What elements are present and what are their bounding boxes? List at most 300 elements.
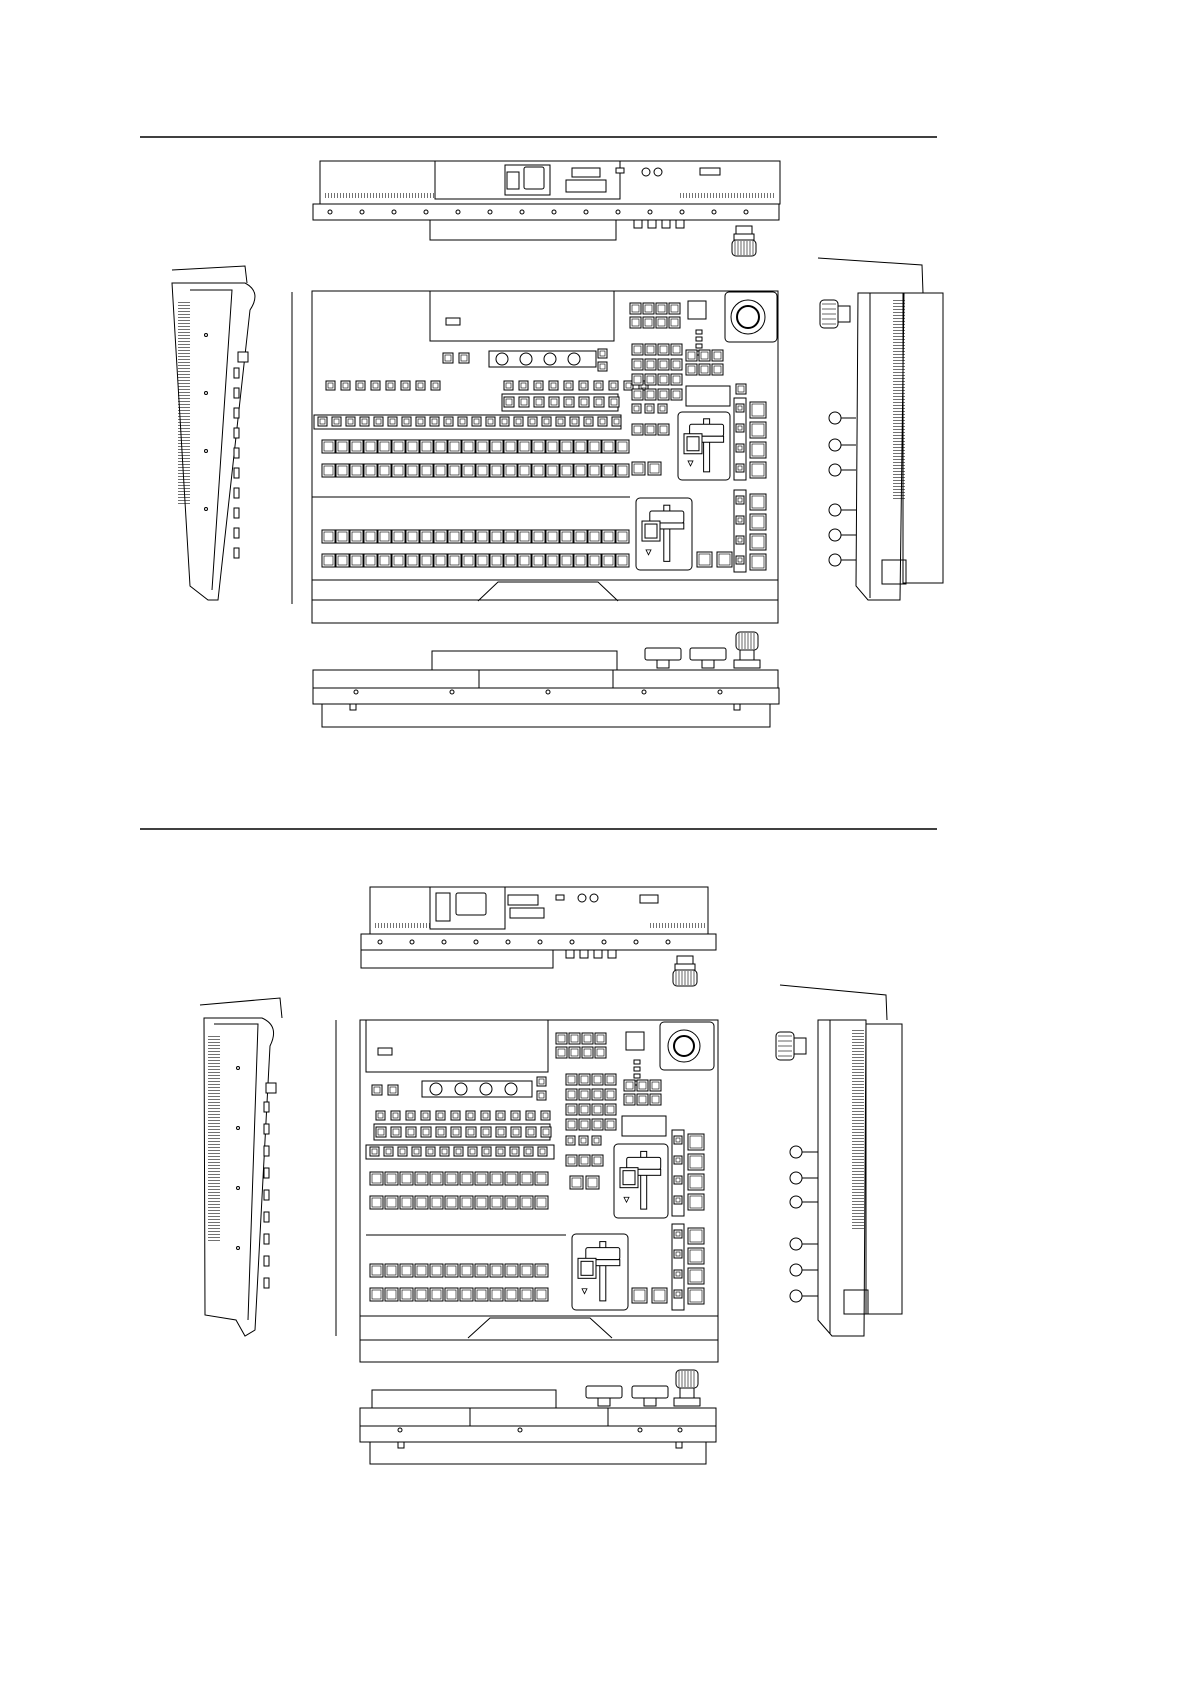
aux-button-cap xyxy=(400,1149,405,1154)
crosspoint-button-cap xyxy=(506,442,515,451)
crosspoint-button-cap xyxy=(394,442,403,451)
aux-button-cap xyxy=(348,419,353,424)
front-top-plate xyxy=(360,1408,716,1426)
front-upper-block xyxy=(432,651,617,671)
crosspoint-button-cap xyxy=(462,1290,471,1299)
base-screw xyxy=(538,940,542,944)
crosspoint-button-cap xyxy=(408,442,417,451)
keyer-button-cap xyxy=(498,1113,503,1118)
crosspoint-button-cap xyxy=(477,1198,486,1207)
cut-auto-button-cap xyxy=(588,1178,597,1187)
left-side-button-edge xyxy=(264,1146,269,1156)
base-screw xyxy=(378,940,382,944)
aux-button-cap xyxy=(474,419,479,424)
power-switch xyxy=(436,893,450,921)
crosspoint-button-cap xyxy=(534,532,543,541)
left-side-button-edge xyxy=(234,388,239,398)
crosspoint-button-cap xyxy=(548,532,557,541)
base-screw xyxy=(616,210,620,214)
pattern-button-cap xyxy=(506,399,512,405)
keyer-select-button-cap xyxy=(676,1178,680,1182)
crosspoint-button-cap xyxy=(507,1174,516,1183)
crosspoint-button-cap xyxy=(432,1174,441,1183)
front-lever-handle xyxy=(690,648,726,660)
upper-transition-lever xyxy=(678,412,730,480)
right-side-view xyxy=(818,258,943,600)
effect-button-cap xyxy=(594,1091,601,1098)
front-lever-stem xyxy=(702,660,714,668)
base-screw xyxy=(474,940,478,944)
crosspoint-button-cap xyxy=(372,1266,381,1275)
crosspoint-button-cap xyxy=(590,556,599,565)
base-screw xyxy=(360,210,364,214)
effect-button-cap xyxy=(673,361,680,368)
aux-button-cap xyxy=(502,419,507,424)
left-side-button-edge xyxy=(264,1234,269,1244)
effect-button-cap xyxy=(581,1091,588,1098)
keyer-select-button-cap xyxy=(676,1198,680,1202)
front-bottom-housing xyxy=(322,704,770,727)
dve-button-cap xyxy=(639,1082,646,1089)
memory-button-cap xyxy=(658,319,665,326)
front-lever-handle xyxy=(645,648,681,660)
keyer-take-button-cap xyxy=(690,1250,702,1262)
keyer-select-button-cap xyxy=(676,1272,680,1276)
crosspoint-button-cap xyxy=(464,442,473,451)
left-side-screw xyxy=(205,392,208,395)
crosspoint-button-cap xyxy=(522,1198,531,1207)
crosspoint-button-cap xyxy=(366,466,375,475)
crosspoint-button-cap xyxy=(422,466,431,475)
bnc-connector xyxy=(578,894,586,902)
aux-button-cap xyxy=(512,1149,517,1154)
indicator-led xyxy=(696,330,702,334)
crosspoint-button-cap xyxy=(537,1174,546,1183)
crosspoint-button-cap xyxy=(604,466,613,475)
left-side-button-edge xyxy=(264,1256,269,1266)
keyer-button-cap xyxy=(423,1113,428,1118)
crosspoint-button-cap xyxy=(477,1266,486,1275)
pattern-button-cap xyxy=(611,399,617,405)
ftb-button-cap xyxy=(654,1290,665,1301)
wipe-button-cap xyxy=(521,383,526,388)
keyer-select-button-cap xyxy=(738,538,742,542)
crosspoint-button-cap xyxy=(562,532,571,541)
serial-connector xyxy=(700,168,720,175)
crosspoint-button-cap xyxy=(324,442,333,451)
crosspoint-button-cap xyxy=(507,1290,516,1299)
mode-button-cap xyxy=(461,355,467,361)
keyer-button-cap xyxy=(403,383,408,388)
effect-button-cap xyxy=(607,1106,614,1113)
aux-button-cap xyxy=(572,419,577,424)
crosspoint-button-cap xyxy=(478,556,487,565)
crosspoint-button-cap xyxy=(447,1198,456,1207)
effect-button-cap xyxy=(647,346,654,353)
menu-button-cap xyxy=(539,1079,544,1084)
keyer-button-cap xyxy=(543,1113,548,1118)
left-side-button-edge xyxy=(264,1124,269,1134)
keyer-take-button-cap xyxy=(752,516,764,528)
aux-button-cap xyxy=(488,419,493,424)
rotary-knob xyxy=(430,1083,442,1095)
crosspoint-button-cap xyxy=(520,442,529,451)
aux-button-cap xyxy=(390,419,395,424)
aux-button-cap xyxy=(558,419,563,424)
front-screw xyxy=(678,1428,682,1432)
display-bezel xyxy=(366,1020,548,1072)
crosspoint-button-cap xyxy=(520,532,529,541)
right-side-rear-profile xyxy=(866,1024,902,1314)
function-button xyxy=(688,301,706,319)
keyer-button-cap xyxy=(513,1113,518,1118)
crosspoint-button-cap xyxy=(492,466,501,475)
keyer-take-button-cap xyxy=(690,1196,702,1208)
front-screw xyxy=(450,690,454,694)
pattern-button-cap xyxy=(551,399,557,405)
effect-button-cap xyxy=(660,391,667,398)
left-side-button-edge xyxy=(234,468,239,478)
display-bezel xyxy=(430,291,614,341)
crosspoint-button-cap xyxy=(492,1266,501,1275)
palm-rest xyxy=(360,1316,718,1340)
pattern-button-cap xyxy=(438,1129,444,1135)
keyer-button-cap xyxy=(438,1113,443,1118)
crosspoint-button-cap xyxy=(372,1290,381,1299)
indicator-led xyxy=(696,337,702,341)
right-side-lever-cap xyxy=(829,529,841,541)
rear-lever-stub xyxy=(594,950,602,958)
keyer-take-button-cap xyxy=(752,424,764,436)
rear-joystick-knob-neck xyxy=(734,234,754,240)
lower-transition-lever xyxy=(636,498,692,570)
front-foot xyxy=(676,1442,682,1448)
left-side-button-edge xyxy=(234,488,239,498)
memory-button-cap xyxy=(671,305,678,312)
right-side-lever-cap xyxy=(790,1264,802,1276)
crosspoint-button-cap xyxy=(324,532,333,541)
aux-button-cap xyxy=(516,419,521,424)
left-side-connector xyxy=(238,352,248,362)
base-screw xyxy=(488,210,492,214)
effect-button-cap xyxy=(594,1106,601,1113)
aux-button-cap xyxy=(498,1149,503,1154)
left-side-outline xyxy=(172,283,255,600)
left-side-button-edge xyxy=(234,548,239,558)
keyer-button-cap xyxy=(358,383,363,388)
front-screw xyxy=(354,690,358,694)
front-joystick-knob xyxy=(734,632,760,668)
next-button-cap xyxy=(594,1138,599,1143)
right-side-lever-cap xyxy=(829,412,841,424)
keyer-take-button-cap xyxy=(752,404,764,416)
aux-button-cap xyxy=(442,1149,447,1154)
keyer-select-button-cap xyxy=(738,446,742,450)
label-plate xyxy=(566,180,606,192)
crosspoint-button-cap xyxy=(366,442,375,451)
keyer-select-button-cap xyxy=(738,406,742,410)
memory-button-cap xyxy=(632,305,639,312)
dve-button-cap xyxy=(639,1096,646,1103)
bkgd-button-cap xyxy=(568,1157,575,1164)
crosspoint-button-cap xyxy=(387,1290,396,1299)
indicator-led xyxy=(634,1067,640,1071)
front-lever-stem xyxy=(598,1398,610,1406)
crosspoint-button-cap xyxy=(447,1290,456,1299)
dve-button-cap xyxy=(652,1096,659,1103)
indicator-led xyxy=(634,1074,640,1078)
rotary-knob xyxy=(520,353,532,365)
dve-button-cap xyxy=(626,1082,633,1089)
left-side-button-edge xyxy=(234,508,239,518)
crosspoint-button-cap xyxy=(548,556,557,565)
effect-button-cap xyxy=(634,376,641,383)
crosspoint-button-cap xyxy=(576,442,585,451)
crosspoint-button-cap xyxy=(604,556,613,565)
crosspoint-button-cap xyxy=(352,532,361,541)
bnc-connector xyxy=(642,168,650,176)
crosspoint-button-cap xyxy=(492,556,501,565)
crosspoint-button-cap xyxy=(436,442,445,451)
pattern-button-cap xyxy=(566,399,572,405)
crosspoint-button-cap xyxy=(324,466,333,475)
base-screw xyxy=(552,210,556,214)
crosspoint-button-cap xyxy=(462,1266,471,1275)
power-switch xyxy=(507,172,519,189)
effect-button-cap xyxy=(568,1106,575,1113)
base-screw xyxy=(712,210,716,214)
bkgd-button-cap xyxy=(594,1157,601,1164)
crosspoint-button-cap xyxy=(464,466,473,475)
left-side-screw xyxy=(237,1187,240,1190)
right-side-lever-cap xyxy=(790,1290,802,1302)
crosspoint-button-cap xyxy=(417,1266,426,1275)
keyer-select-button-cap xyxy=(676,1138,680,1142)
crosspoint-button-cap xyxy=(618,442,627,451)
effect-button-cap xyxy=(568,1091,575,1098)
crosspoint-button-cap xyxy=(380,442,389,451)
lower-transition-lever-dial xyxy=(581,1261,593,1275)
crosspoint-button-cap xyxy=(436,532,445,541)
pattern-button-cap xyxy=(581,399,587,405)
keyer-select-button-cap xyxy=(676,1232,680,1236)
rear-lower-block xyxy=(361,950,553,968)
left-side-inner-edge xyxy=(190,290,232,590)
indicator-led xyxy=(634,1060,640,1064)
right-side-lever-cap xyxy=(829,504,841,516)
rotary-knob xyxy=(544,353,556,365)
crosspoint-button-cap xyxy=(352,442,361,451)
effect-button-cap xyxy=(634,361,641,368)
rear-lever-stub xyxy=(580,950,588,958)
crosspoint-button-cap xyxy=(534,556,543,565)
keyer-button-cap xyxy=(373,383,378,388)
right-side-knob xyxy=(820,300,850,328)
left-side-button-edge xyxy=(264,1102,269,1112)
pattern-button-cap xyxy=(393,1129,399,1135)
rear-lever-stub xyxy=(608,950,616,958)
aux-button-cap xyxy=(414,1149,419,1154)
next-button-cap xyxy=(568,1138,573,1143)
ftb-button-cap xyxy=(719,554,730,565)
effect-button-cap xyxy=(568,1121,575,1128)
effect-button-cap xyxy=(647,391,654,398)
front-screw xyxy=(398,1428,402,1432)
right-side-lever-cap xyxy=(829,554,841,566)
aux-button-cap xyxy=(526,1149,531,1154)
top-rear-view xyxy=(313,161,780,256)
keyer-button-cap xyxy=(408,1113,413,1118)
effect-button-cap xyxy=(660,361,667,368)
crosspoint-button-cap xyxy=(576,466,585,475)
crosspoint-button-cap xyxy=(522,1290,531,1299)
aux-button-cap xyxy=(456,1149,461,1154)
bkgd-button-cap xyxy=(634,426,641,433)
crosspoint-button-cap xyxy=(548,466,557,475)
crosspoint-button-cap xyxy=(562,556,571,565)
upper-transition-lever-dial xyxy=(623,1171,635,1185)
lower-transition-lever xyxy=(572,1234,628,1310)
front-screw xyxy=(642,690,646,694)
right-side-view xyxy=(776,985,902,1336)
keyer-button-cap xyxy=(528,1113,533,1118)
front-knob-collar xyxy=(674,1398,700,1406)
effect-button-cap xyxy=(581,1076,588,1083)
ac-inlet xyxy=(524,167,544,189)
front-screw xyxy=(718,690,722,694)
crosspoint-button-cap xyxy=(372,1174,381,1183)
crosspoint-button-cap xyxy=(402,1290,411,1299)
left-side-top-ref xyxy=(172,266,247,283)
aux-button-cap xyxy=(376,419,381,424)
crosspoint-button-cap xyxy=(450,532,459,541)
aux-button-cap xyxy=(404,419,409,424)
front-knob-collar xyxy=(734,660,760,668)
memory-button-cap xyxy=(584,1049,591,1056)
mode-button-cap xyxy=(445,355,451,361)
left-side-screw xyxy=(205,450,208,453)
crosspoint-button-cap xyxy=(366,532,375,541)
crosspoint-button-cap xyxy=(590,532,599,541)
joystick-dial xyxy=(737,306,759,328)
aux-button-cap xyxy=(386,1149,391,1154)
keyer-select-button-cap xyxy=(738,466,742,470)
crosspoint-button-cap xyxy=(450,556,459,565)
rear-joystick-knob-neck xyxy=(675,964,695,970)
base-screw xyxy=(602,940,606,944)
compact-panel-orthographic-views xyxy=(200,887,902,1464)
effect-button-cap xyxy=(660,346,667,353)
utility-button-cap xyxy=(738,386,744,392)
base-screw xyxy=(328,210,332,214)
crosspoint-button-cap xyxy=(432,1198,441,1207)
crosspoint-button-cap xyxy=(477,1174,486,1183)
left-side-button-edge xyxy=(264,1168,269,1178)
crosspoint-button-cap xyxy=(436,556,445,565)
crosspoint-button-cap xyxy=(506,556,515,565)
display-indicator xyxy=(446,318,460,325)
crosspoint-button-cap xyxy=(432,1290,441,1299)
memory-button-cap xyxy=(558,1049,565,1056)
left-side-button-edge xyxy=(264,1190,269,1200)
aux-button-cap xyxy=(586,419,591,424)
crosspoint-button-cap xyxy=(576,532,585,541)
crosspoint-button-cap xyxy=(402,1174,411,1183)
bnc-connector xyxy=(654,168,662,176)
left-side-screw xyxy=(205,508,208,511)
aux-button-cap xyxy=(460,419,465,424)
crosspoint-button-cap xyxy=(590,442,599,451)
keyer-take-button-cap xyxy=(752,496,764,508)
base-screw xyxy=(392,210,396,214)
effect-button-cap xyxy=(607,1121,614,1128)
pattern-button-cap xyxy=(528,1129,534,1135)
crosspoint-button-cap xyxy=(492,1290,501,1299)
crosspoint-button-cap xyxy=(324,556,333,565)
crosspoint-button-cap xyxy=(548,442,557,451)
aux-button-cap xyxy=(530,419,535,424)
aux-button-cap xyxy=(362,419,367,424)
pattern-button-cap xyxy=(483,1129,489,1135)
menu-button-cap xyxy=(600,351,605,356)
crosspoint-button-cap xyxy=(402,1198,411,1207)
crosspoint-button-cap xyxy=(450,442,459,451)
keyer-select-button-cap xyxy=(738,558,742,562)
keyer-button-cap xyxy=(433,383,438,388)
bkgd-button-cap xyxy=(660,426,667,433)
right-side-lever-cap xyxy=(790,1238,802,1250)
crosspoint-button-cap xyxy=(562,442,571,451)
rear-lever-stub xyxy=(676,220,684,228)
menu-button-cap xyxy=(539,1093,544,1098)
left-side-screw xyxy=(237,1127,240,1130)
front-knob-neck xyxy=(740,650,754,660)
front-screw xyxy=(546,690,550,694)
base-screw xyxy=(442,940,446,944)
base-screw xyxy=(424,210,428,214)
pattern-button-cap xyxy=(513,1129,519,1135)
display-indicator xyxy=(378,1048,392,1055)
right-side-rear-profile xyxy=(903,293,943,583)
keyer-select-button-cap xyxy=(676,1158,680,1162)
crosspoint-button-cap xyxy=(417,1174,426,1183)
left-side-top-ref xyxy=(200,998,282,1018)
right-side-foot xyxy=(882,560,906,584)
effect-button-cap xyxy=(607,1076,614,1083)
crosspoint-button-cap xyxy=(507,1266,516,1275)
front-lever-stem xyxy=(644,1398,656,1406)
rear-base-plate xyxy=(313,204,779,220)
crosspoint-button-cap xyxy=(618,466,627,475)
pattern-button-cap xyxy=(468,1129,474,1135)
aux-button-cap xyxy=(428,1149,433,1154)
left-side-screw xyxy=(237,1067,240,1070)
crosspoint-button-cap xyxy=(408,556,417,565)
memory-button-cap xyxy=(671,319,678,326)
wipe-button-cap xyxy=(551,383,556,388)
right-side-lever-cap xyxy=(790,1172,802,1184)
base-screw xyxy=(744,210,748,214)
left-side-connector xyxy=(266,1083,276,1093)
right-side-lever-cap xyxy=(790,1196,802,1208)
keyer-take-button-cap xyxy=(752,444,764,456)
aux-button-cap xyxy=(614,419,619,424)
crosspoint-button-cap xyxy=(576,556,585,565)
crosspoint-button-cap xyxy=(417,1290,426,1299)
rear-lower-block xyxy=(430,220,616,240)
crosspoint-button-cap xyxy=(522,1174,531,1183)
crosspoint-button-cap xyxy=(522,1266,531,1275)
